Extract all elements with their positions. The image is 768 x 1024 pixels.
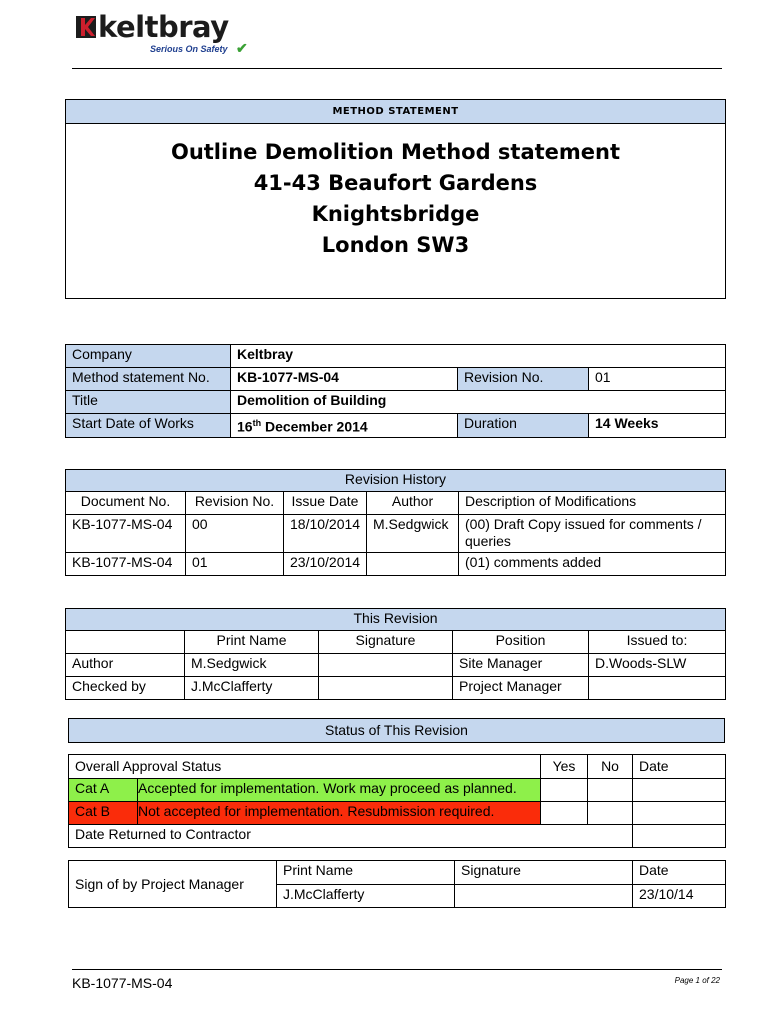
revision-history-heading: Revision History xyxy=(66,470,726,492)
table-cell: D.Woods-SLW xyxy=(589,654,726,677)
table-cell xyxy=(589,677,726,700)
column-header: Print Name xyxy=(185,631,319,654)
print-name-header: Print Name xyxy=(277,861,455,885)
table-cell: 00 xyxy=(186,515,284,553)
duration-value: 14 Weeks xyxy=(589,414,726,438)
footer-doc-ref: KB-1077-MS-04 xyxy=(72,975,173,991)
start-date-value xyxy=(231,414,458,438)
table-cell xyxy=(367,553,459,576)
signoff-table xyxy=(68,860,726,908)
table-cell: M.Sedgwick xyxy=(185,654,319,677)
title-label: Title xyxy=(66,391,231,414)
start-date-rest: December 2014 xyxy=(261,418,368,435)
table-cell: 23/10/2014 xyxy=(284,553,367,576)
no-header: No xyxy=(588,755,633,779)
cat-a-no-cell[interactable] xyxy=(588,779,633,802)
table-cell: J.McClafferty xyxy=(185,677,319,700)
revision-number-label: Revision No. xyxy=(458,368,589,391)
signature-value[interactable] xyxy=(455,885,633,908)
print-name-value: J.McClafferty xyxy=(277,885,455,908)
yes-header: Yes xyxy=(541,755,588,779)
cat-a-description: Accepted for implementation. Work may proceed as planned. xyxy=(138,779,541,802)
table-cell: Checked by xyxy=(66,677,185,700)
column-header: Description of Modifications xyxy=(459,492,726,515)
title-line: Knightsbridge xyxy=(311,202,480,226)
company-label: Company xyxy=(66,345,231,368)
start-date-suffix: th xyxy=(252,418,262,428)
overall-approval-label: Overall Approval Status xyxy=(69,755,541,779)
logo-tagline: Serious On Safety xyxy=(150,44,228,54)
cat-a-date-cell[interactable] xyxy=(633,779,726,802)
table-cell: 18/10/2014 xyxy=(284,515,367,553)
cat-b-row xyxy=(69,802,726,825)
cat-b-yes-cell[interactable] xyxy=(541,802,588,825)
table-cell: M.Sedgwick xyxy=(367,515,459,553)
table-cell: 01 xyxy=(186,553,284,576)
column-header: Position xyxy=(453,631,589,654)
status-heading-table xyxy=(68,718,725,743)
table-row xyxy=(66,515,726,553)
table-row xyxy=(66,553,726,576)
cat-a-row xyxy=(69,779,726,802)
start-date-day: 16 xyxy=(237,418,253,435)
date-header: Date xyxy=(633,861,726,885)
check-icon: ✔ xyxy=(236,40,248,56)
cat-a-code: Cat A xyxy=(69,779,138,802)
footer-page-number: Page 1 of 22 xyxy=(674,976,720,985)
table-cell: Author xyxy=(66,654,185,677)
document-title xyxy=(66,124,725,261)
column-header: Document No. xyxy=(66,492,186,515)
keltbray-k-icon xyxy=(76,16,96,38)
cat-b-no-cell[interactable] xyxy=(588,802,633,825)
this-revision-table xyxy=(65,608,726,700)
cat-b-date-cell[interactable] xyxy=(633,802,726,825)
column-header xyxy=(66,631,185,654)
method-statement-label: METHOD STATEMENT xyxy=(66,100,725,124)
status-heading: Status of This Revision xyxy=(69,719,725,743)
column-header: Revision No. xyxy=(186,492,284,515)
ms-number-label: Method statement No. xyxy=(66,368,231,391)
keltbray-logo xyxy=(76,10,256,58)
signature-header: Signature xyxy=(455,861,633,885)
approval-status-table xyxy=(68,754,726,848)
logo-wordmark: keltbray xyxy=(98,10,229,44)
column-header: Author xyxy=(367,492,459,515)
table-cell: KB-1077-MS-04 xyxy=(66,553,186,576)
column-header: Signature xyxy=(319,631,453,654)
this-revision-heading: This Revision xyxy=(66,609,726,631)
method-statement-box xyxy=(65,99,726,299)
table-cell: Site Manager xyxy=(453,654,589,677)
table-cell: KB-1077-MS-04 xyxy=(66,515,186,553)
table-cell xyxy=(319,654,453,677)
table-cell: (00) Draft Copy issued for comments / queries xyxy=(459,515,726,553)
column-header: Issued to: xyxy=(589,631,726,654)
date-returned-label: Date Returned to Contractor xyxy=(69,825,633,848)
table-row xyxy=(66,654,726,677)
column-header: Issue Date xyxy=(284,492,367,515)
table-row xyxy=(66,677,726,700)
start-date-label: Start Date of Works xyxy=(66,414,231,438)
ms-number-value: KB-1077-MS-04 xyxy=(231,368,458,391)
title-line: Outline Demolition Method statement xyxy=(170,140,621,164)
signoff-date-value: 23/10/14 xyxy=(633,885,726,908)
document-info-table xyxy=(65,344,726,438)
duration-label: Duration xyxy=(458,414,589,438)
title-line: 41-43 Beaufort Gardens xyxy=(253,171,538,195)
cat-b-description: Not accepted for implementation. Resubmission required. xyxy=(138,802,541,825)
revision-history-table xyxy=(65,469,726,576)
date-header: Date xyxy=(633,755,726,779)
revision-number-value: 01 xyxy=(589,368,726,391)
company-value: Keltbray xyxy=(231,345,726,368)
cat-b-code: Cat B xyxy=(69,802,138,825)
cat-a-yes-cell[interactable] xyxy=(541,779,588,802)
title-value: Demolition of Building xyxy=(231,391,726,414)
footer-rule xyxy=(72,969,722,970)
title-line: London SW3 xyxy=(321,233,470,257)
table-cell: Project Manager xyxy=(453,677,589,700)
table-cell: (01) comments added xyxy=(459,553,726,576)
signoff-label: Sign of by Project Manager xyxy=(69,861,277,908)
date-returned-cell[interactable] xyxy=(633,825,726,848)
header-rule xyxy=(72,68,722,69)
table-cell xyxy=(319,677,453,700)
